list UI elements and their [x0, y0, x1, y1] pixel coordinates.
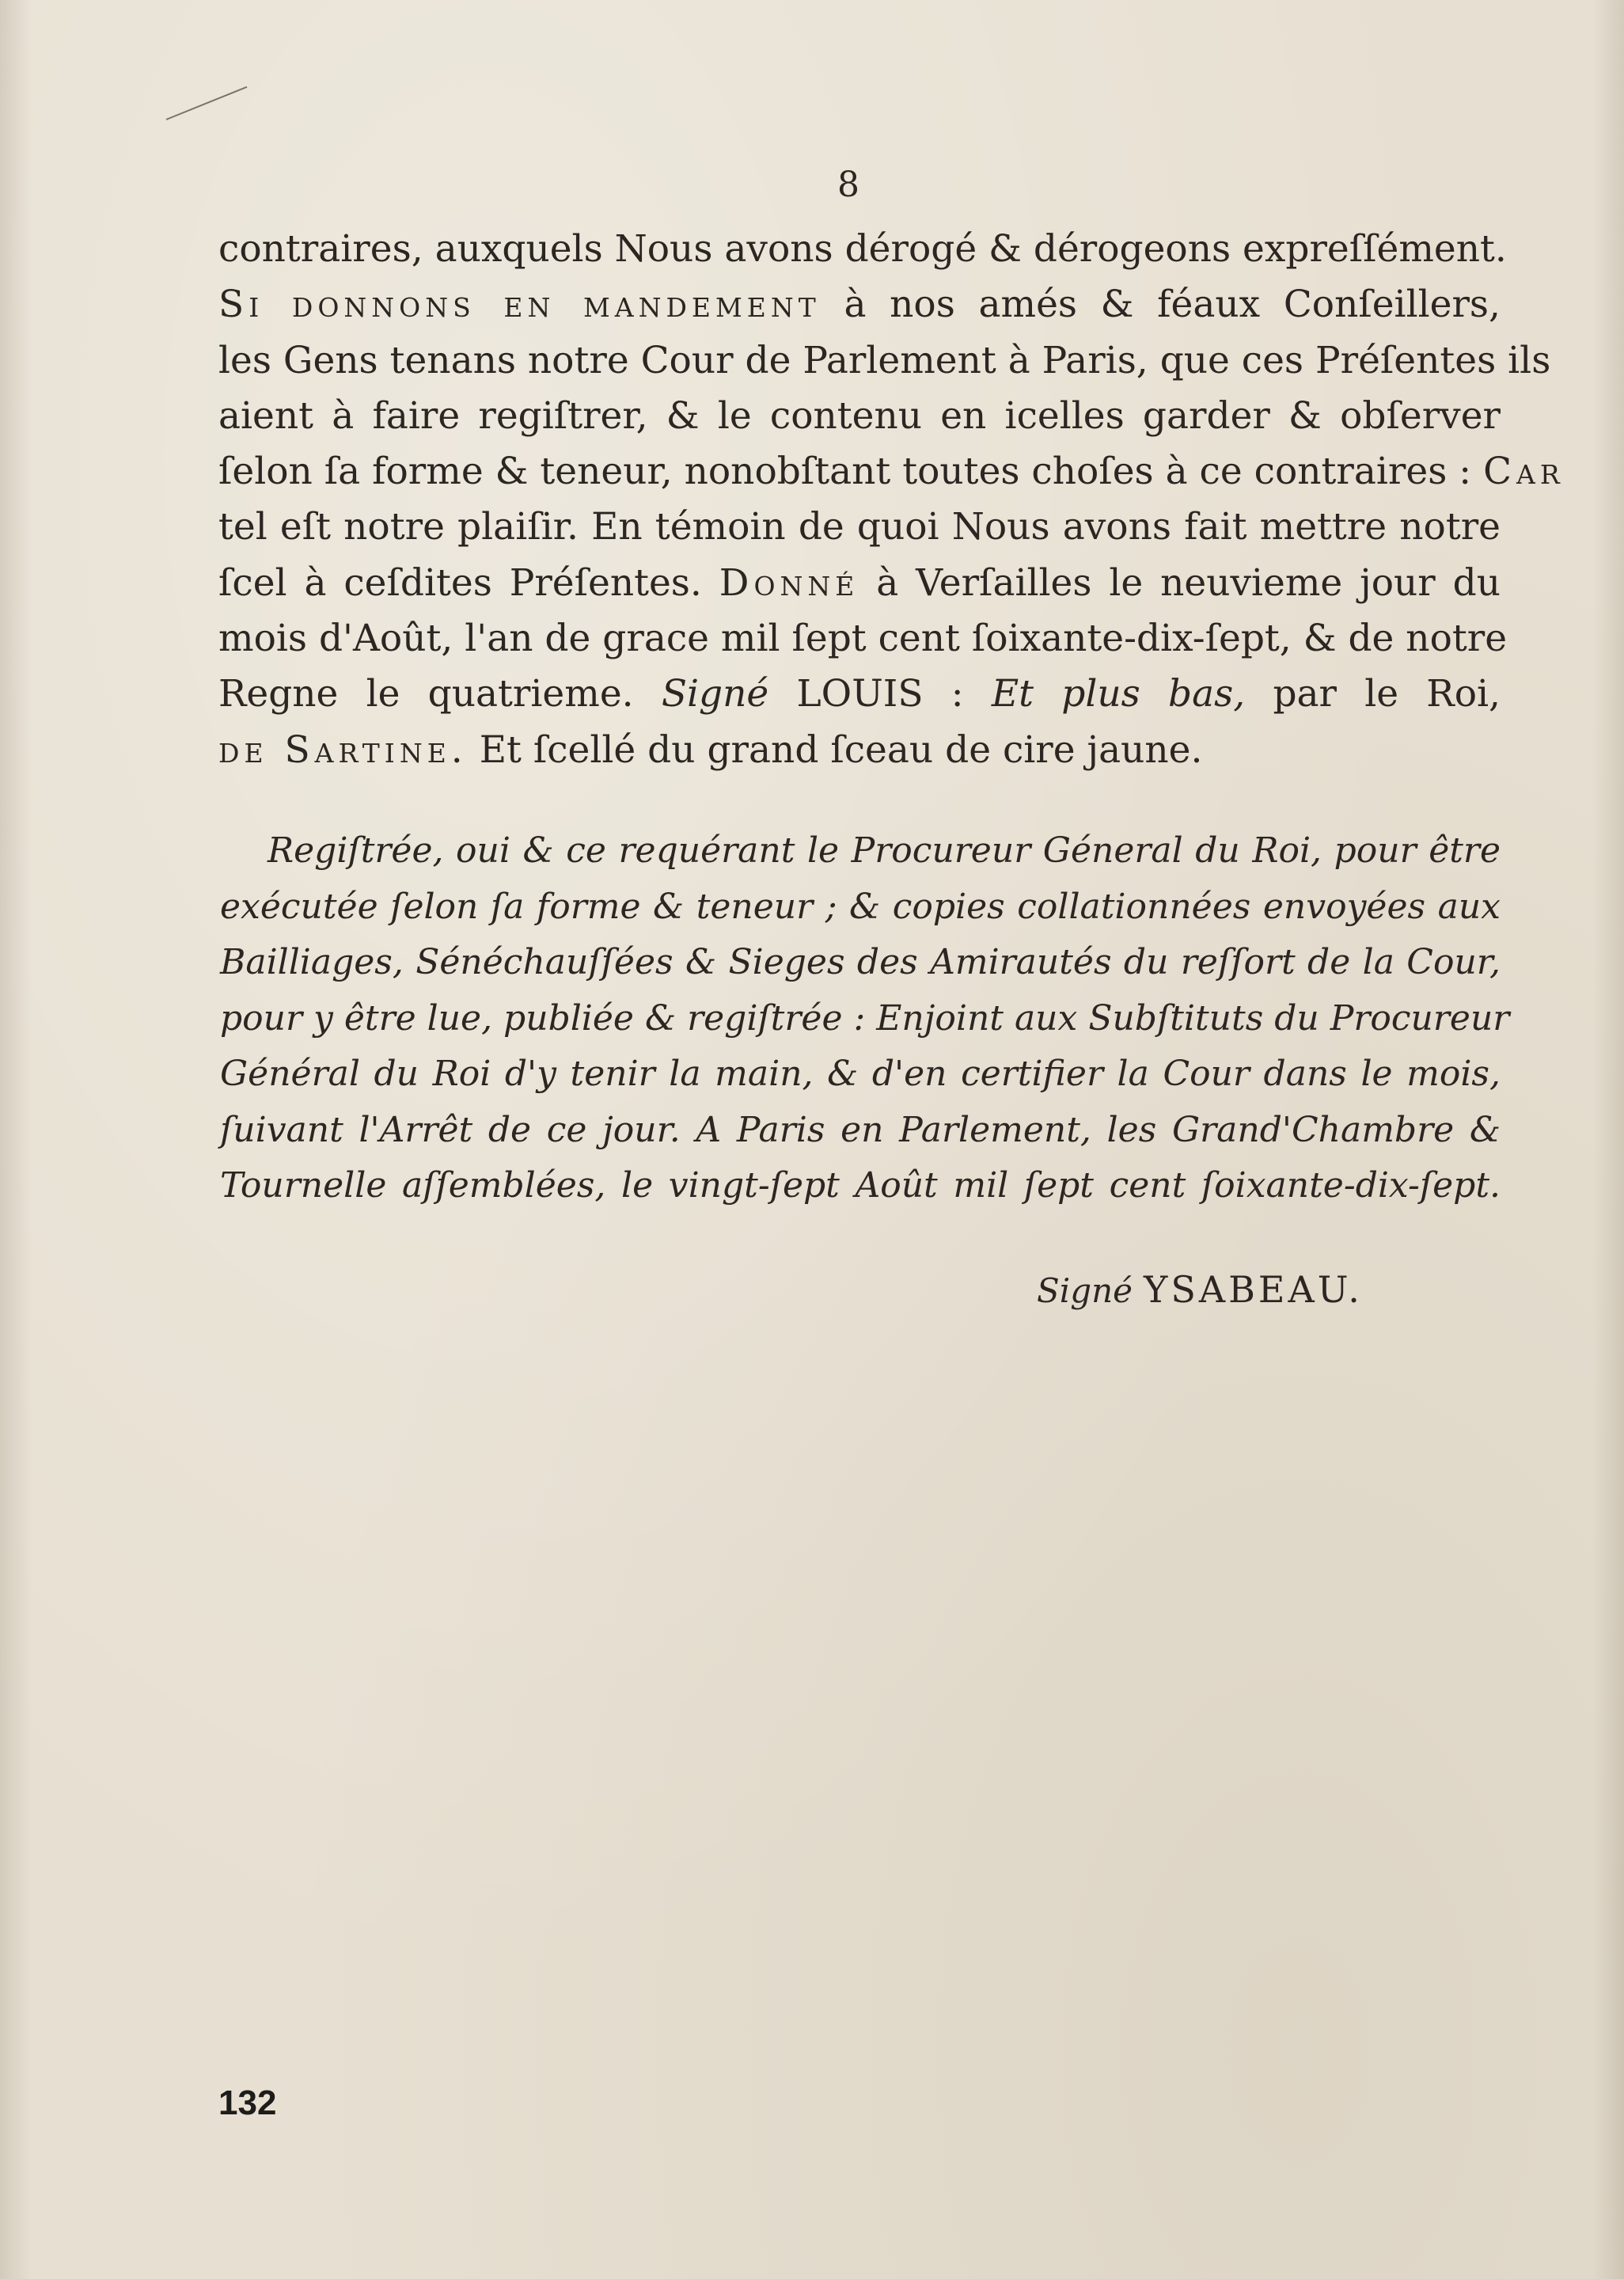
king-name: LOUIS :	[796, 672, 964, 716]
si-donnons-heading: Si donnons en mandement	[218, 283, 821, 327]
signature-name: YSABEAU.	[1144, 1268, 1363, 1311]
body-line: mois d'Août, l'an de grace mil ſept cent ſoixante-dix-ſept, & de notre	[218, 617, 1508, 661]
registration-line: Général du Roi d'y tenir la main, & d'en certifier la Cour dans le mois,	[220, 1054, 1501, 1094]
body-line: contraires, auxquels Nous avons dérogé & dérogeons expreſſément.	[218, 227, 1507, 271]
page-edge-left	[0, 0, 32, 2279]
registration-line: pour y être lue, publiée & regiſtrée : Enjoint aux Subſtituts du Procureur	[220, 997, 1510, 1039]
decree-body-text	[218, 222, 1565, 778]
body-line: ſcel à ceſdites Préſentes. Donné à Verſailles le neuvieme jour du	[218, 560, 1501, 605]
signature-signe: Signé	[1037, 1271, 1133, 1310]
body-line: Si donnons en mandement à nos amés & féaux Conſeillers,	[218, 283, 1501, 327]
body-line: ſelon ſa forme & teneur, nonobſtant toutes choſes à ce contraires : Car	[218, 450, 1565, 494]
ink-stroke-mark	[166, 86, 248, 120]
registration-line: Regiſtrée, oui & ce requérant le Procureur Géneral du Roi, pour être	[268, 830, 1501, 871]
registration-line: ſuivant l'Arrêt de ce jour. A Paris en Parlement, les Grand'Chambre &	[220, 1109, 1501, 1150]
registration-line: exécutée ſelon ſa forme & teneur ; & copies collationnées envoyées aux	[220, 886, 1501, 927]
registration-line: Bailliages, Sénéchauſſées & Sieges des Amirautés du reſſort de la Cour,	[220, 942, 1501, 982]
de-sartine: de Sartine.	[218, 727, 468, 772]
body-line: tel eſt notre plaiſir. En témoin de quoi Nous avons fait mettre notre	[218, 505, 1501, 549]
body-line: les Gens tenans notre Cour de Parlement à Paris, que ces Préſentes ils	[218, 338, 1551, 382]
registration-line: Tournelle aſſemblées, le vingt-ſept Août mil ſept cent ſoixante-dix-ſept.	[220, 1165, 1501, 1206]
archive-page-number: 132	[218, 2083, 277, 2122]
page-number: 8	[837, 165, 860, 205]
et-plus-bas: Et plus bas,	[991, 672, 1246, 716]
registration-notice	[220, 823, 1510, 1214]
body-line: aient à faire regiſtrer, & le contenu en icelles garder & obſerver	[218, 393, 1501, 438]
signe-word: Signé	[661, 672, 769, 716]
body-line: Regne le quatrieme. Signé LOUIS : Et plus bas, par le Roi,	[218, 672, 1501, 716]
donne-word: Donné	[719, 560, 859, 605]
car-word: Car	[1483, 450, 1565, 494]
body-line: de Sartine. Et ſcellé du grand ſceau de cire jaune.	[218, 727, 1203, 772]
page-edge-right	[1592, 0, 1624, 2279]
registrar-signature	[1037, 1268, 1363, 1311]
